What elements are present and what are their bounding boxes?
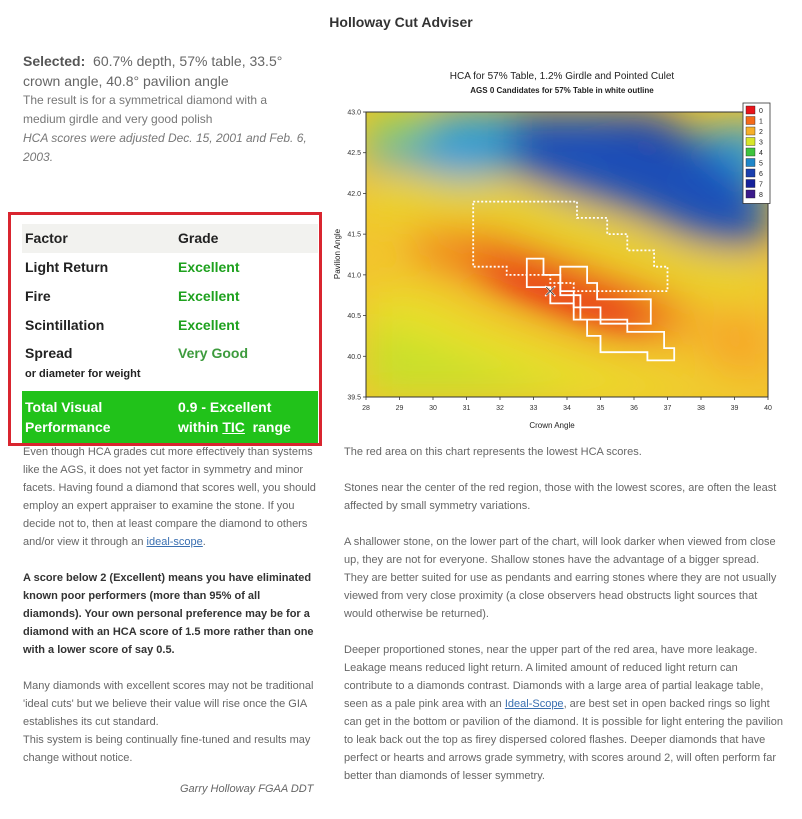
x-tick-label: 32 [496, 405, 504, 412]
chart-legend [743, 103, 770, 204]
left-paragraph-3: Many diamonds with excellent scores may not be traditional 'ideal cuts' but we believe their value will rise once the GIA establishes its cut standard. [23, 680, 314, 728]
legend-swatch [746, 127, 755, 135]
x-axis-label: Crown Angle [529, 421, 575, 430]
x-tick-label: 36 [630, 405, 638, 412]
y-tick-label: 40.5 [347, 313, 361, 321]
grade-table [8, 212, 322, 446]
legend-swatch [746, 117, 755, 125]
legend-swatch [746, 169, 755, 177]
grade-header: Grade [178, 230, 219, 246]
signature: Garry Holloway FGAA DDT [180, 783, 314, 795]
selected-proportions [23, 51, 323, 91]
factor-header: Factor [25, 230, 68, 246]
selected-text: 60.7% depth, 57% table, 33.5° crown angle, 40.8° pavilion angle [23, 53, 283, 89]
legend-label: 0 [759, 108, 763, 115]
legend-swatch [746, 190, 755, 198]
factor-label: Light Return [25, 259, 109, 275]
total-value: 0.9 - Excellent within TIC range [178, 399, 291, 435]
x-tick-label: 34 [563, 405, 571, 412]
legend-swatch [746, 180, 755, 188]
grade-row-light-return [22, 259, 318, 275]
grade-value: Very Good [178, 345, 249, 361]
hca-adjusted-note: HCA scores were adjusted Dec. 15, 2001 and Feb. 6, 2003. [23, 131, 307, 164]
x-tick-label: 29 [395, 405, 404, 412]
x-tick-label: 38 [697, 405, 705, 412]
heatmap-surface [366, 112, 768, 397]
x-tick-label: 31 [462, 405, 471, 412]
legend-swatch [746, 148, 755, 156]
legend-label: 8 [759, 192, 763, 199]
y-tick-label: 42.5 [347, 150, 361, 158]
y-tick-label: 39.5 [347, 394, 361, 402]
total-visual-performance [22, 391, 318, 443]
right-paragraph-2: Stones near the center of the red region, those with the lowest scores, are often the least affected by small symmetry variations. [344, 482, 777, 512]
grade-row-spread [22, 345, 318, 361]
grade-value: Excellent [178, 259, 240, 275]
x-tick-label: 37 [663, 405, 672, 412]
hca-chart [330, 62, 792, 442]
legend-label: 4 [759, 150, 763, 157]
total-label: Total Visual Performance [25, 399, 111, 435]
legend-label: 7 [759, 181, 763, 189]
y-tick-label: 41.5 [347, 231, 361, 239]
factor-label: Fire [25, 288, 51, 304]
grade-header-row [22, 224, 318, 253]
x-tick-label: 30 [429, 405, 437, 412]
y-tick-label: 41.0 [347, 272, 361, 280]
ideal-scope-link-2[interactable]: Ideal-Scope [504, 698, 564, 710]
legend-label: 2 [759, 129, 763, 136]
tic-link[interactable]: TIC [222, 419, 245, 435]
y-tick-label: 42.0 [347, 190, 361, 198]
left-paragraph-2: A score below 2 (Excellent) means you have eliminated known poor performers (more than 95% of all diamonds). Your own personal preference may be for a diamond with an HCA score of 1.5 more rather than one with a lower score of say 0.5. [23, 572, 314, 656]
x-tick-label: 40 [764, 405, 772, 412]
chart-title: HCA for 57% Table, 1.2% Girdle and Pointed Culet [449, 71, 675, 82]
y-tick-label: 43.0 [347, 109, 361, 117]
spread-sublabel: or diameter for weight [25, 368, 141, 380]
right-paragraph-1: The red area on this chart represents the lowest HCA scores. [344, 446, 642, 458]
page-title: Holloway Cut Adviser [329, 14, 473, 30]
legend-swatch [746, 138, 755, 146]
legend-swatch [746, 106, 755, 114]
x-tick-label: 35 [596, 405, 605, 412]
factor-label: Spread [25, 345, 73, 361]
result-note: The result is for a symmetrical diamond with a medium girdle and very good polish [23, 93, 268, 126]
grade-row-scintillation [22, 317, 318, 333]
x-tick-label: 39 [730, 405, 739, 412]
legend-label: 5 [759, 160, 763, 168]
x-tick-label: 28 [362, 405, 370, 412]
y-tick-label: 40.0 [347, 353, 361, 361]
factor-label: Scintillation [25, 317, 105, 333]
x-tick-label: 33 [529, 405, 538, 412]
left-paragraph-1: Even though HCA grades cut more effectively than systems like the AGS, it does not yet factor in symmetry and minor facets. Having found a diamond that scores well, you should employ an expert appraiser to examine the stone. If you decide not to, then at least compare the diamond to others and/or view it through an ideal-scope. [23, 446, 316, 548]
grade-value: Excellent [178, 288, 240, 304]
selected-label: Selected: [23, 53, 86, 69]
right-paragraph-3: A shallower stone, on the lower part of the chart, will look darker when viewed from close up, they are not for everyone. Shallow stones have the advantage of a bigger spread. They are better suited for use as pendants and earring stones where they are not usually viewed from very close proximity (a close observers head obstructs light sources that would otherwise be returned). [344, 536, 777, 620]
left-paragraph-4: This system is being continually fine-tuned and results may change without notice. [23, 734, 311, 764]
y-axis-label: Pavilion Angle [333, 228, 342, 280]
chart-subtitle: AGS 0 Candidates for 57% Table in white outline [470, 86, 654, 95]
grade-row-fire [22, 288, 318, 304]
legend-label: 1 [759, 118, 763, 126]
legend-swatch [746, 159, 755, 167]
ideal-scope-link[interactable]: ideal-scope [146, 536, 203, 548]
right-paragraph-4: Deeper proportioned stones, near the upper part of the red area, have more leakage. Leakage means reduced light return. A limited amount of reduced light return can contribute to a diamonds contrast. Diamonds with a large area of partial leakage table, seen as a pale pink area with an Ideal-Scope, are best set in open backed rings so light can get in the bottom or pavilion of the diamond. It is possible for light entering the pavilion to leak back out the top as firey dispersed colored flashes. Deeper diamonds that have perfect or hearts and arrows grade symmetry, with scores around 2, will often perform far better than diamonds of lesser symmetry. [344, 644, 784, 782]
legend-label: 6 [759, 171, 763, 178]
grade-value: Excellent [178, 317, 240, 333]
legend-label: 3 [759, 139, 763, 147]
